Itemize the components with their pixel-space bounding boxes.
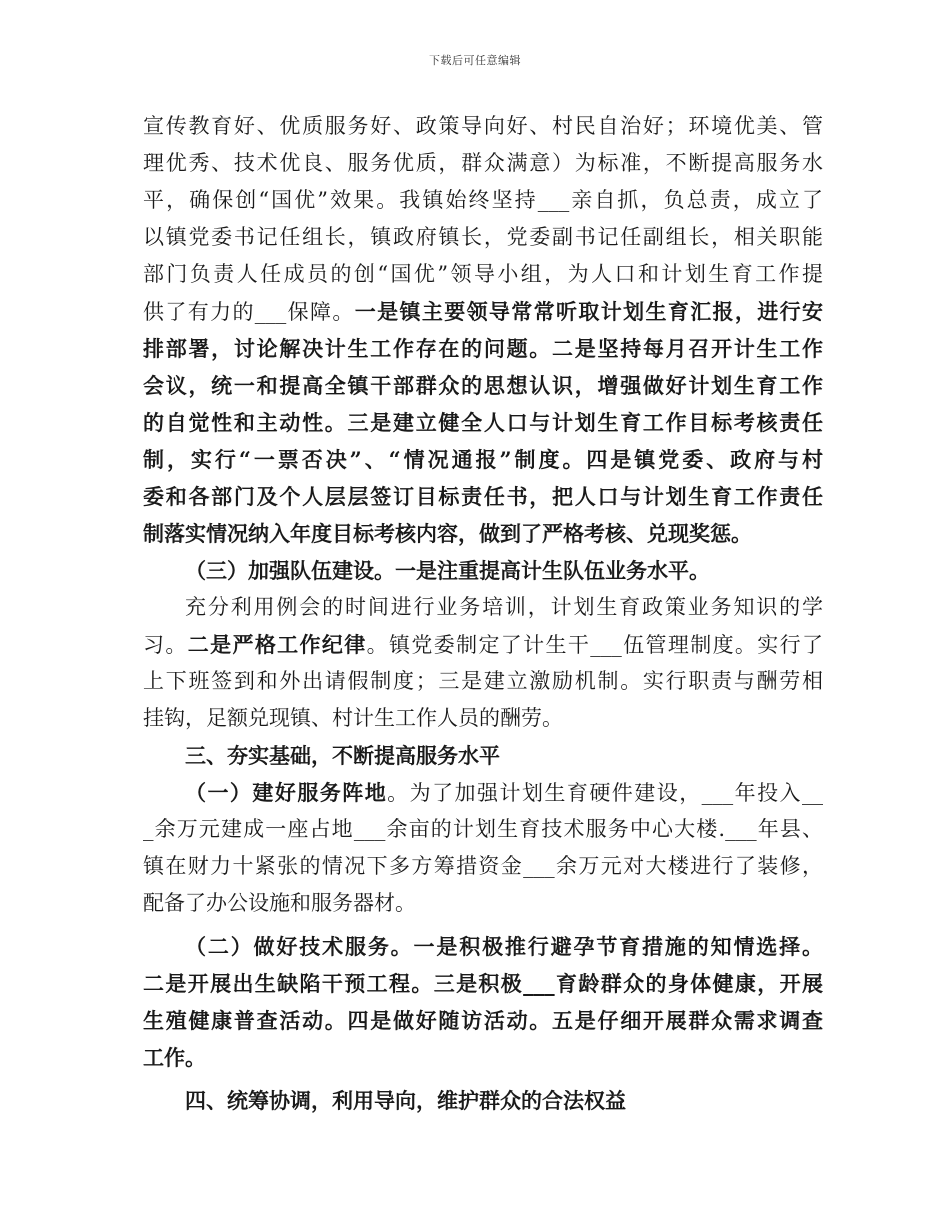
text-run-bold: 一是镇主要领导常常听取计划生育汇报，进行安 xyxy=(354,299,824,324)
body-line-1: 宣传教育好、优质服务好、政策导向好、村民自治好；环境优美、管 xyxy=(143,114,823,138)
text-run: 。镇党委制定了计生干___伍管理制度。实行了 xyxy=(366,633,824,657)
body-line-22: 配备了办公设施和服务器材。 xyxy=(143,891,416,915)
body-line-9: 的自觉性和主动性。三是建立健全人口与计划生育工作目标考核责任 xyxy=(143,410,823,435)
body-line-21: 镇在财力十紧张的情况下多方筹措资金___余万元对大楼进行了装修， xyxy=(143,854,823,878)
body-line-17: 挂钩，足额兑现镇、村计生工作人员的酬劳。 xyxy=(143,706,563,730)
body-line-16: 上下班签到和外出请假制度；三是建立激励机制。实行职责与酬劳相 xyxy=(143,669,823,693)
body-line-10: 制，实行“一票否决”、“情况通报”制度。四是镇党委、政府与村 xyxy=(143,447,823,472)
body-line-24: 二是开展出生缺陷干预工程。三是积极___育龄群众的身体健康，开展 xyxy=(143,971,823,996)
body-line-20: _余万元建成一座占地___余亩的计划生育技术服务中心大楼.___年县、 xyxy=(143,817,823,841)
body-line-7: 排部署，讨论解决计生工作存在的问题。二是坚持每月召开计生工作 xyxy=(143,336,823,361)
text-run: 习。 xyxy=(143,633,188,657)
text-run-bold: 二是严格工作纪律 xyxy=(187,632,367,657)
body-line-4: 以镇党委书记任组长，镇政府镇长，党委副书记任副组长，相关职能 xyxy=(143,225,823,249)
body-line-25: 生殖健康普查活动。四是做好随访活动。五是仔细开展群众需求调查 xyxy=(143,1008,823,1033)
text-run-bold: （一）建好服务阵地 xyxy=(185,780,388,805)
section-heading-team-building: （三）加强队伍建设。一是注重提高计生队伍业务水平。 xyxy=(185,558,710,583)
text-run: 供了有力的___保障。 xyxy=(143,300,355,324)
body-line-11: 委和各部门及个人层层签订目标责任书，把人口与计划生育工作责任 xyxy=(143,484,823,509)
text-run: 。为了加强计划生育硬件建设，___年投入__ xyxy=(387,781,824,805)
section-heading-tech-service: （二）做好技术服务。一是积极推行避孕节育措施的知情选择。 xyxy=(185,934,823,959)
body-line-8: 会议，统一和提高全镇干部群众的思想认识，增强做好计划生育工作 xyxy=(143,373,823,398)
body-line-12: 制落实情况纳入年度目标考核内容，做到了严格考核、兑现奖惩。 xyxy=(143,521,752,546)
body-line-19 xyxy=(143,774,823,811)
body-line-26: 工作。 xyxy=(143,1045,206,1070)
section-heading-4: 四、统筹协调，利用导向，维护群众的合法权益 xyxy=(185,1088,626,1113)
body-line-6 xyxy=(143,293,823,330)
page-header: 下载后可任意编辑 xyxy=(429,54,521,67)
body-line-15 xyxy=(143,626,823,663)
body-line-3: 平，确保创“国优”效果。我镇始终坚持___亲自抓，负总责，成立了 xyxy=(143,188,823,212)
section-heading-3: 三、夯实基础，不断提高服务水平 xyxy=(185,743,500,768)
body-line-14: 充分利用例会的时间进行业务培训，计划生育政策业务知识的学 xyxy=(185,595,823,619)
body-line-5: 部门负责人任成员的创“国优”领导小组，为人口和计划生育工作提 xyxy=(143,262,823,286)
body-line-2: 理优秀、技术优良、服务优质，群众满意）为标准，不断提高服务水 xyxy=(143,151,823,175)
